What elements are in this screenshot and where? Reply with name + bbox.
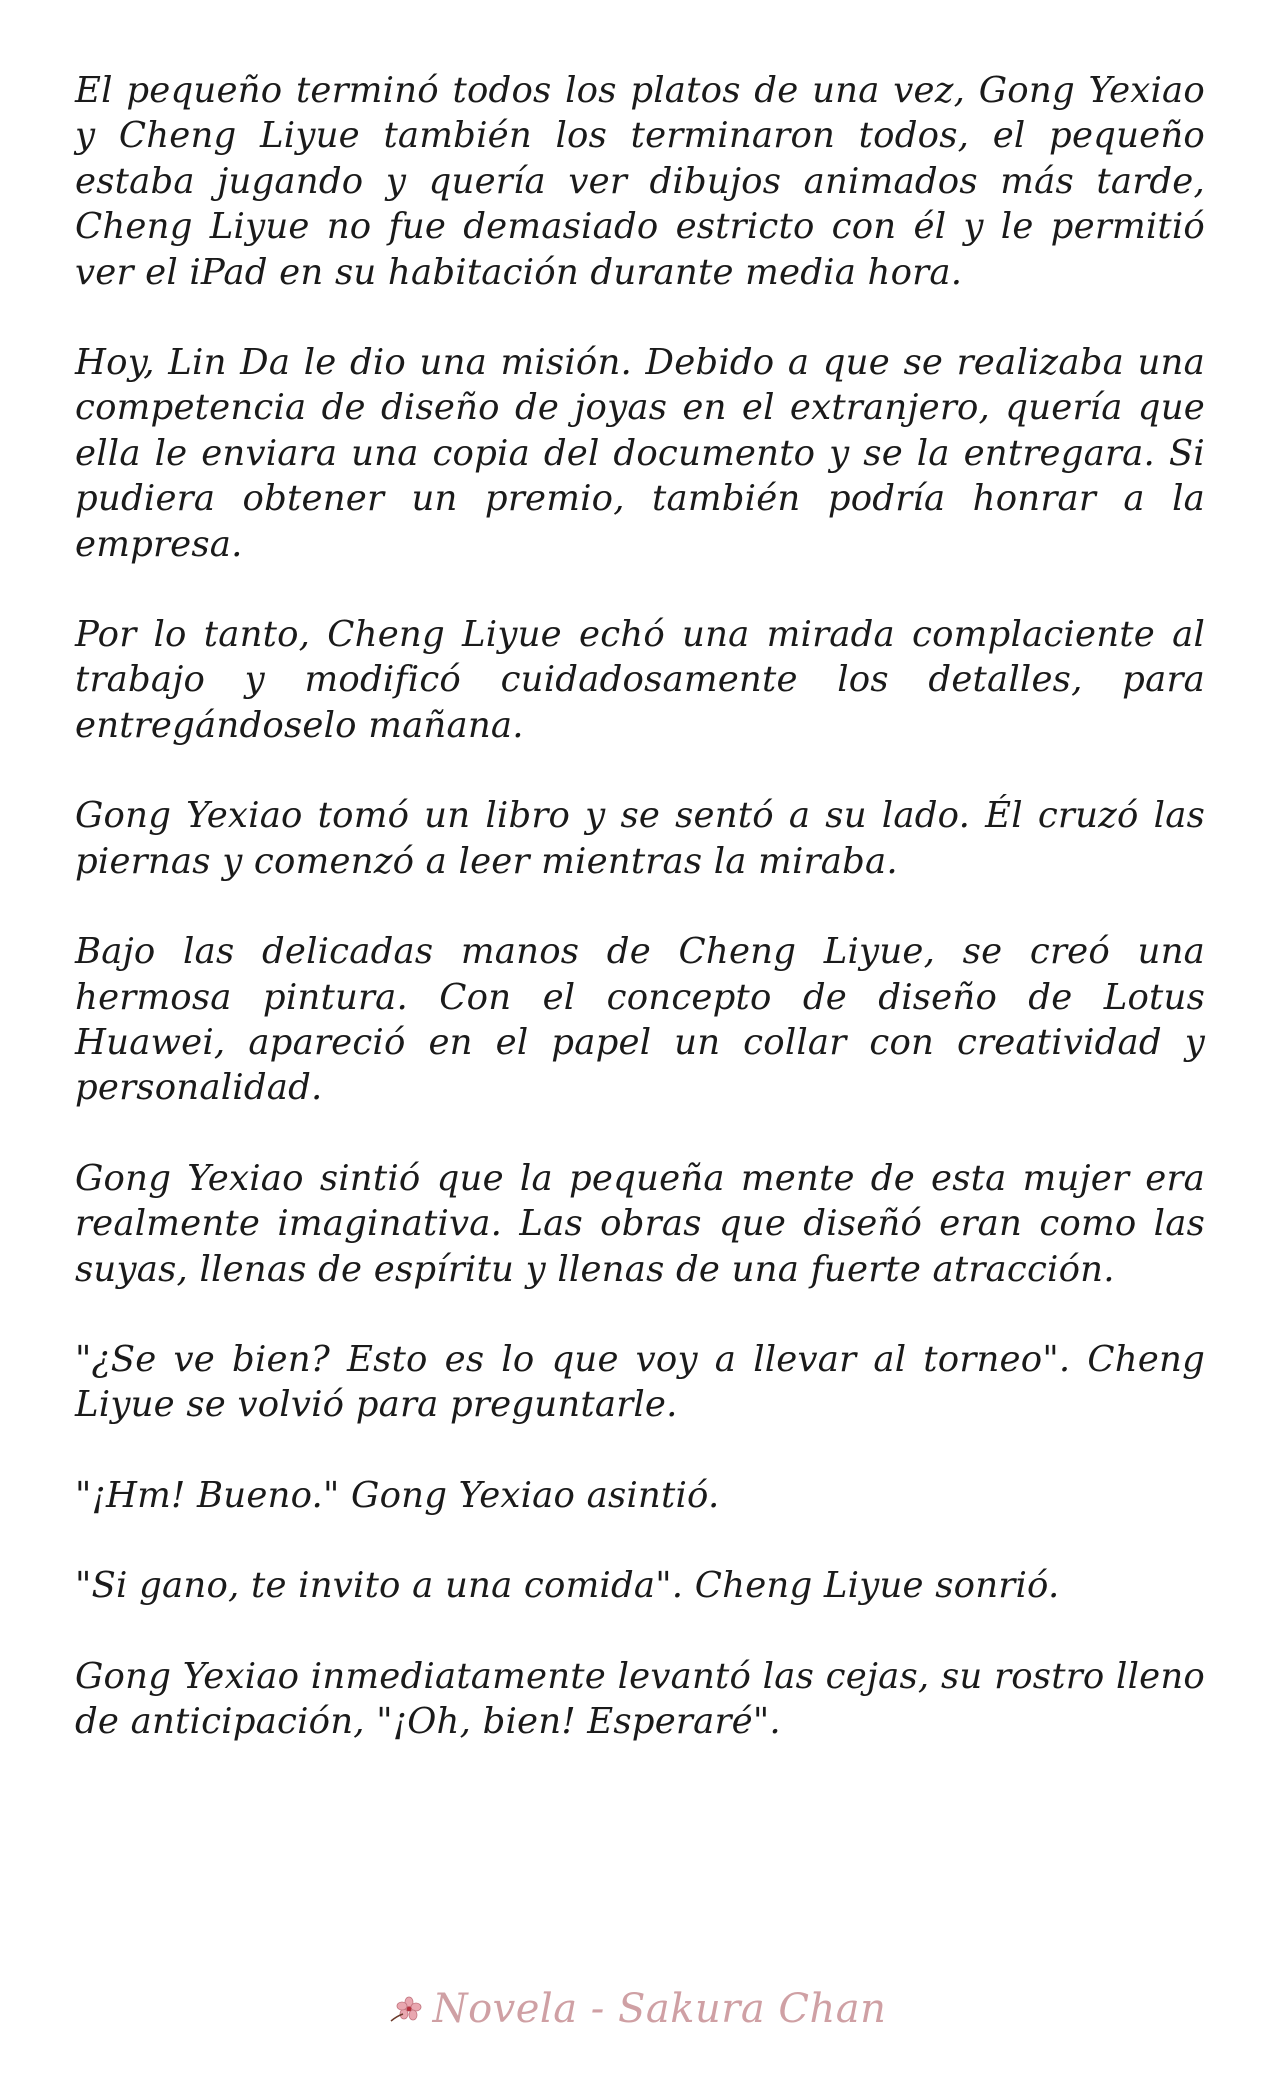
- paragraph-5: Bajo las delicadas manos de Cheng Liyue, se creó una hermosa pintura. Con el concepto de diseño de Lotus Huawei, apareció en el papel un collar con creatividad y personalidad.: [75, 931, 1205, 1109]
- paragraph-10: Gong Yexiao inmediatamente levantó las cejas, su rostro lleno de anticipación, "¡Oh, bien! Esperaré".: [75, 1655, 1205, 1742]
- paragraph-1: El pequeño terminó todos los platos de una vez, Gong Yexiao y Cheng Liyue también los terminaron todos, el pequeño estaba jugando y quería ver dibujos animados más tarde, Cheng Liyue no fue demasiado estricto con él y le permitió ver el iPad en su habitación durante media hora.: [75, 70, 1205, 293]
- paragraph-9: "Si gano, te invito a una comida". Cheng Liyue sonrió.: [75, 1565, 1060, 1607]
- paragraph-4: Gong Yexiao tomó un libro y se sentó a su lado. Él cruzó las piernas y comenzó a leer mientras la miraba.: [75, 795, 1205, 882]
- paragraph-8: "¡Hm! Bueno." Gong Yexiao asintió.: [75, 1474, 720, 1516]
- paragraph-7: "¿Se ve bien? Esto es lo que voy a llevar al torneo". Cheng Liyue se volvió para preguntarle.: [75, 1338, 1205, 1426]
- paragraph-2: Hoy, Lin Da le dio una misión. Debido a que se realizaba una competencia de diseño de joyas en el extranjero, quería que ella le enviara una copia del documento y se la entregara. Si pudiera obtener un premio, también podría honrar a la empresa.: [75, 342, 1205, 565]
- paragraph-3: Por lo tanto, Cheng Liyue echó una mirada complaciente al trabajo y modificó cuidadosamente los detalles, para entregándoselo mañana.: [75, 614, 1205, 746]
- footer-text: Novela - Sakura Chan: [432, 1986, 887, 2032]
- footer-watermark: [0, 1986, 1275, 2032]
- paragraph-6: Gong Yexiao sintió que la pequeña mente de esta mujer era realmente imaginativa. Las obras que diseñó eran como las suyas, llenas de espíritu y llenas de una fuerte atracción.: [75, 1157, 1205, 1290]
- sakura-flower-icon: [389, 1994, 425, 2024]
- document-body: [75, 68, 1205, 1789]
